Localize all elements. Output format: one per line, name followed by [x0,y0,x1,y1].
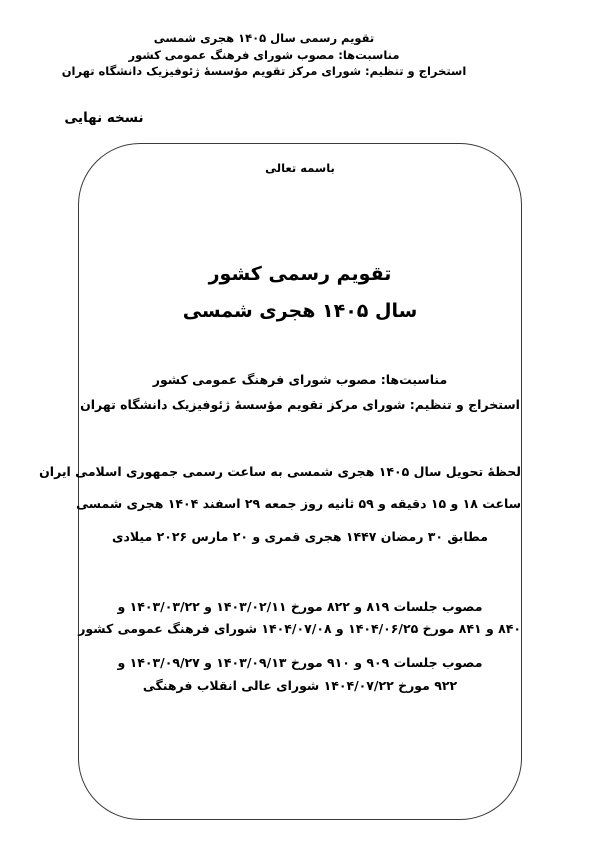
cover-title-line-2: سال ۱۴۰۵ هجری شمسی [182,300,418,322]
year-transition-line-2: ساعت ۱۸ و ۱۵ دقیقه و ۵۹ ثانیه روز جمعه ۲۹ اسفند ۱۴۰۴ هجری شمسی [76,496,521,511]
cover-compilation-line: استخراج و تنظیم: شورای مرکز تقویم مؤسسۀ ژئوفیزیک دانشگاه تهران [80,397,520,412]
cover-border-box [39,143,522,820]
public-culture-council-approval-line-2: ۸۴۰ و ۸۴۱ مورخ ۱۴۰۴/۰۶/۲۵ و ۱۴۰۴/۰۷/۰۸ شورای فرهنگ عمومی کشور [78,621,521,636]
cultural-revolution-council-approval-line-2: ۹۲۲ مورخ ۱۴۰۴/۰۷/۲۲ شورای عالی انقلاب فرهنگی [142,678,458,693]
year-transition-line-1: لحظۀ تحویل سال ۱۴۰۵ هجری شمسی به ساعت رسمی جمهوری اسلامی ایران [39,464,521,479]
year-transition-line-3: مطابق ۳۰ رمضان ۱۴۴۷ هجری قمری و ۲۰ مارس ۲۰۲۶ میلادی [112,529,488,544]
cover-title-line-1: تقویم رسمی کشور [208,263,392,285]
cultural-revolution-council-approval-line-1: مصوب جلسات ۹۰۹ و ۹۱۰ مورخ ۱۴۰۳/۰۹/۱۳ و ۱۴۰۳/۰۹/۲۷ و [117,655,483,670]
header-occasions-line: مناسبت‌ها: مصوب شورای فرهنگ عمومی کشور [128,47,400,62]
public-culture-council-approval-line-1: مصوب جلسات ۸۱۹ و ۸۲۲ مورخ ۱۴۰۳/۰۲/۱۱ و ۱۴۰۳/۰۳/۲۲ و [117,599,483,614]
page-header [0,30,528,80]
header-compilation-line: استخراج و تنظیم: شورای مرکز تقویم مؤسسۀ ژئوفیزیک دانشگاه تهران [61,64,467,78]
cover-occasions-line: مناسبت‌ها: مصوب شورای فرهنگ عمومی کشور [152,372,448,387]
header-title-line: تقویم رسمی سال ۱۴۰۵ هجری شمسی [153,31,375,45]
bismillah-text: باسمه تعالی [265,161,335,175]
version-label: نسخه نهایی [64,110,144,126]
